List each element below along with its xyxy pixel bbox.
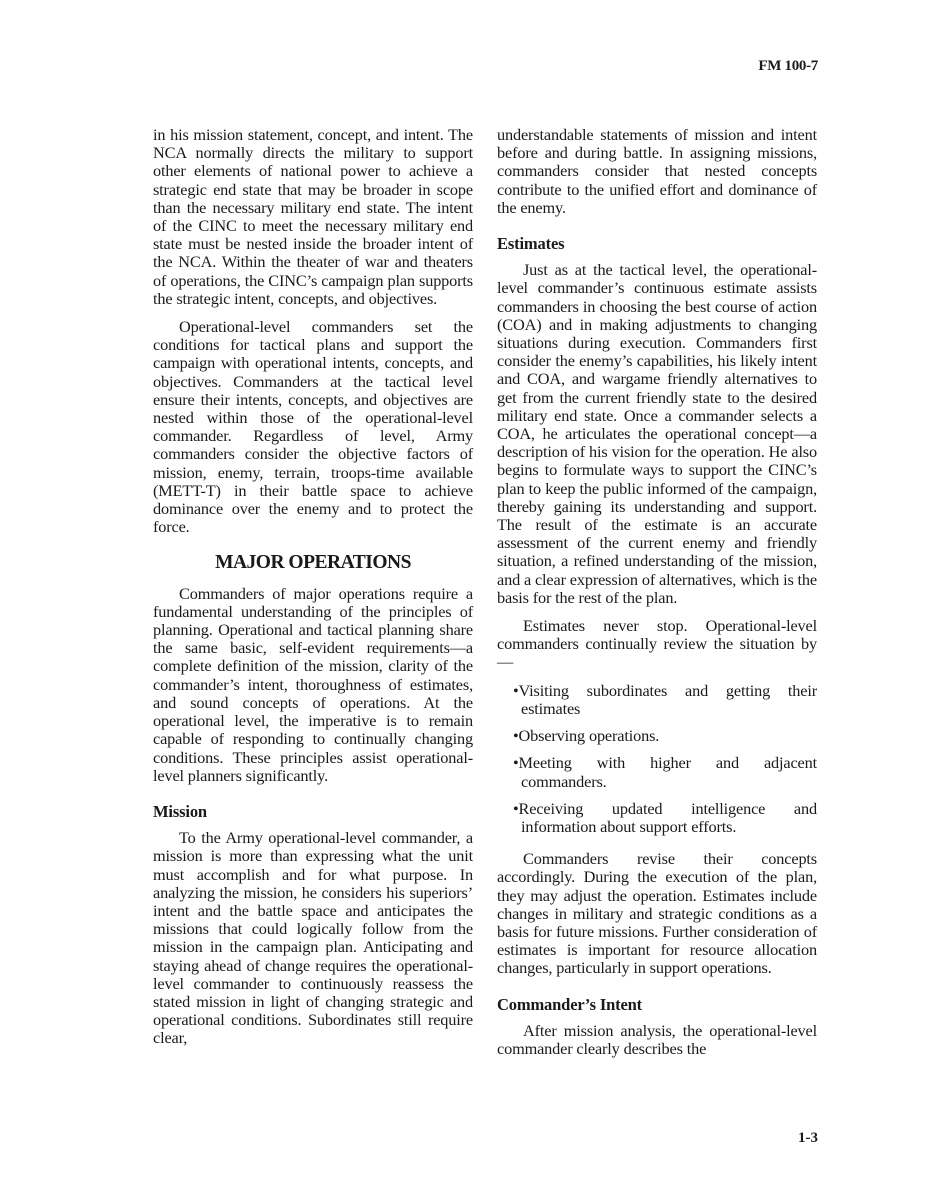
paragraph: understandable statements of mission and intent before and during battle. In assigning missions, commanders consider that nested concepts contribute to the unified effort and dominance of the enemy.	[497, 125, 817, 217]
list-item: •Meeting with higher and adjacent commanders.	[513, 753, 817, 791]
paragraph: To the Army operational-level commander, a mission is more than expressing what the unit must accomplish and for what purpose. In analyzing the mission, he considers his superiors’ intent and the battle space and anticipates the missions that could logically follow from the mission in the campaign plan. Anticipating and staying ahead of change requires the operational-level commander to continuously reassess the stated mission in light of changing strategic and operational conditions. Subordinates still require clear,	[153, 828, 473, 1048]
paragraph: in his mission statement, concept, and intent. The NCA normally directs the military to support other elements of national power to achieve a strategic end state that may be broader in scope than the necessary military end state. The intent of the CINC to meet the necessary military end state must be nested inside the broader intent of the NCA. Within the theater of war and theaters of operations, the CINC’s campaign plan supports the strategic intent, concepts, and objectives.	[153, 125, 473, 308]
left-column	[153, 126, 473, 1058]
list-item: •Observing operations.	[513, 726, 660, 746]
right-column	[497, 126, 817, 1068]
subheading-estimates: Estimates	[497, 234, 565, 254]
list-item: •Visiting subordinates and getting their estimates	[513, 680, 817, 718]
subheading-commanders-intent: Commander’s Intent	[497, 994, 643, 1014]
list-item: •Receiving updated intelligence and information about support efforts.	[513, 798, 817, 836]
paragraph: After mission analysis, the operational-level commander clearly describes the	[497, 1020, 817, 1058]
paragraph: Operational-level commanders set the conditions for tactical plans and support the campaign with operational intents, concepts, and objectives. Commanders at the tactical level ensure their intents, concepts, and objectives are nested within those of the operational-level commander. Regardless of level, Army commanders consider the objective factors of mission, enemy, terrain, troops-time available (METT-T) in their battle space to achieve dominance over the enemy and to protect the force.	[153, 317, 473, 537]
bullet-list	[513, 682, 817, 836]
paragraph: Commanders revise their concepts accordingly. During the execution of the plan, they may adjust the operation. Estimates include changes in military and strategic conditions as a basis for future missions. Further consideration of estimates is important for resource allocation changes, particularly in support operations.	[497, 849, 817, 978]
paragraph: Commanders of major operations require a fundamental understanding of the principles of planning. Operational and tactical planning share the same basic, self-evident requirements—a complete definition of the mission, clarity of the commander’s intent, thoroughness of estimates, and sound concepts of operations. At the operational level, the imperative is to remain capable of responding to continually changing conditions. These principles assist operational-level planners significantly.	[153, 583, 473, 785]
document-id: FM 100-7	[758, 58, 818, 74]
section-title: MAJOR OPERATIONS	[215, 552, 411, 574]
subheading-mission: Mission	[153, 801, 207, 821]
paragraph: Just as at the tactical level, the operational-level commander’s continuous estimate assists commanders in choosing the best course of action (COA) and in making adjustments to changing situations during execution. Commanders first consider the enemy’s capabilities, his likely intent and COA, and wargame friendly alternatives to get from the current friendly state to the desired military end state. Once a commander selects a COA, he articulates the operational concept—a description of his vision for the operation. He also begins to formulate ways to support the CINC’s plan to keep the public informed of the campaign, thereby gaining its understanding and support. The result of the estimate is an accurate assessment of the current enemy and friendly situation, a refined understanding of the mission, and a clear expression of alternatives, which is the basis for the rest of the plan.	[497, 260, 817, 607]
page-number: 1-3	[798, 1130, 818, 1146]
paragraph: Estimates never stop. Operational-level commanders continually review the situation by—	[497, 616, 817, 672]
